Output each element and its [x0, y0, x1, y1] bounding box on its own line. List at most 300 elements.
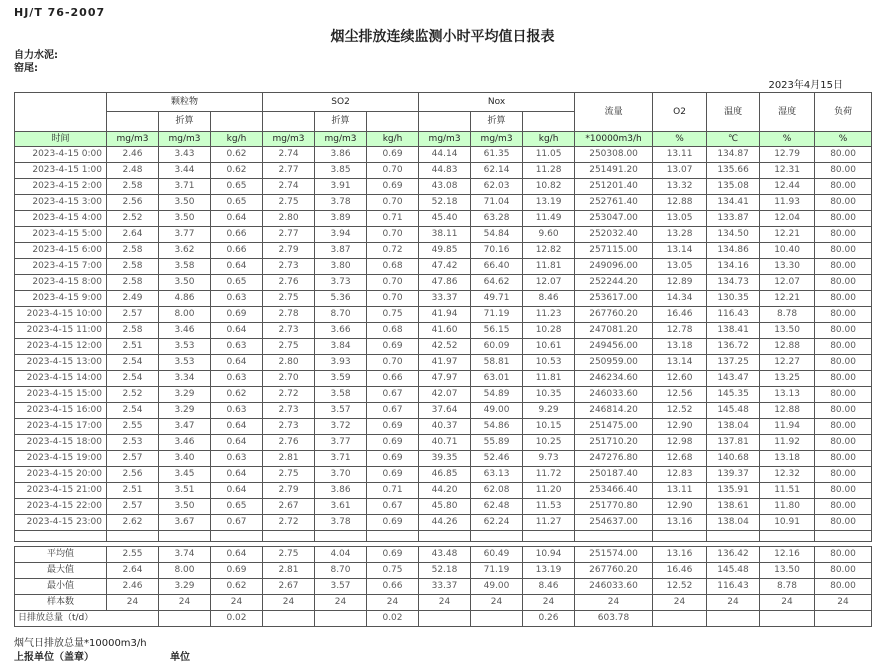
summary-value-cell: 116.43 — [707, 579, 760, 595]
value-cell: 62.48 — [471, 499, 523, 515]
value-cell: 3.34 — [159, 371, 211, 387]
time-cell: 2023-4-15 11:00 — [15, 323, 107, 339]
value-cell: 0.68 — [367, 259, 419, 275]
value-cell: 2.78 — [263, 307, 315, 323]
summary-value-cell: 24 — [760, 595, 815, 611]
daily-total-value-cell — [653, 611, 707, 627]
unit-cell: % — [653, 132, 707, 147]
daily-total-value-cell — [760, 611, 815, 627]
value-cell: 137.81 — [707, 435, 760, 451]
unit-cell: mg/m3 — [419, 132, 471, 147]
value-cell: 0.62 — [211, 147, 263, 163]
value-cell: 3.77 — [315, 435, 367, 451]
table-row — [15, 211, 872, 227]
value-cell: 44.83 — [419, 163, 471, 179]
value-cell: 0.66 — [367, 371, 419, 387]
empty-cell — [315, 531, 367, 542]
value-cell: 0.62 — [211, 387, 263, 403]
summary-value-cell: 2.81 — [263, 563, 315, 579]
summary-value-cell: 0.69 — [367, 547, 419, 563]
time-column-header: 时间 — [15, 132, 107, 147]
value-cell: 12.83 — [653, 467, 707, 483]
summary-value-cell: 136.42 — [707, 547, 760, 563]
value-cell: 12.27 — [760, 355, 815, 371]
value-cell: 13.50 — [760, 323, 815, 339]
value-cell: 3.50 — [159, 499, 211, 515]
unit-cell: ℃ — [707, 132, 760, 147]
value-cell: 70.16 — [471, 243, 523, 259]
summary-value-cell: 8.46 — [523, 579, 575, 595]
value-cell: 62.24 — [471, 515, 523, 531]
value-cell: 2.58 — [107, 275, 159, 291]
table-row — [15, 147, 872, 163]
summary-value-cell: 2.75 — [263, 547, 315, 563]
summary-value-cell: 60.49 — [471, 547, 523, 563]
value-cell: 3.85 — [315, 163, 367, 179]
time-cell: 2023-4-15 7:00 — [15, 259, 107, 275]
value-cell: 12.88 — [760, 339, 815, 355]
value-cell: 145.48 — [707, 403, 760, 419]
value-cell: 0.63 — [211, 451, 263, 467]
value-cell: 12.56 — [653, 387, 707, 403]
table-row — [15, 307, 872, 323]
value-cell: 11.49 — [523, 211, 575, 227]
time-cell: 2023-4-15 6:00 — [15, 243, 107, 259]
value-cell: 3.45 — [159, 467, 211, 483]
value-cell: 137.25 — [707, 355, 760, 371]
summary-value-cell: 145.48 — [707, 563, 760, 579]
value-cell: 3.67 — [159, 515, 211, 531]
table-row — [15, 291, 872, 307]
value-cell: 3.91 — [315, 179, 367, 195]
empty-cell — [211, 531, 263, 542]
empty-cell — [575, 531, 653, 542]
summary-row — [15, 547, 872, 563]
value-cell: 249096.00 — [575, 259, 653, 275]
summary-value-cell: 3.29 — [159, 579, 211, 595]
value-cell: 0.64 — [211, 419, 263, 435]
summary-value-cell: 24 — [419, 595, 471, 611]
value-cell: 2.73 — [263, 403, 315, 419]
summary-value-cell: 24 — [575, 595, 653, 611]
value-cell: 3.93 — [315, 355, 367, 371]
summary-value-cell: 0.62 — [211, 579, 263, 595]
value-cell: 0.68 — [367, 323, 419, 339]
value-cell: 80.00 — [815, 211, 872, 227]
value-cell: 2.75 — [263, 467, 315, 483]
value-cell: 43.08 — [419, 179, 471, 195]
value-cell: 134.50 — [707, 227, 760, 243]
unit-cell: mg/m3 — [315, 132, 367, 147]
daily-total-value-cell: 0.02 — [367, 611, 419, 627]
summary-table — [14, 546, 872, 627]
summary-value-cell: 49.00 — [471, 579, 523, 595]
summary-value-cell: 8.00 — [159, 563, 211, 579]
daily-total-value-cell — [159, 611, 211, 627]
value-cell: 12.90 — [653, 419, 707, 435]
daily-total-value-cell — [707, 611, 760, 627]
table-row — [15, 515, 872, 531]
value-cell: 42.52 — [419, 339, 471, 355]
value-cell: 133.87 — [707, 211, 760, 227]
value-cell: 3.78 — [315, 195, 367, 211]
value-cell: 80.00 — [815, 179, 872, 195]
value-cell: 247276.80 — [575, 451, 653, 467]
summary-label-cell: 最小值 — [15, 579, 107, 595]
time-cell: 2023-4-15 1:00 — [15, 163, 107, 179]
summary-value-cell: 13.16 — [653, 547, 707, 563]
value-cell: 12.82 — [523, 243, 575, 259]
value-cell: 13.11 — [653, 483, 707, 499]
time-cell: 2023-4-15 23:00 — [15, 515, 107, 531]
value-cell: 251201.40 — [575, 179, 653, 195]
unit-cell: kg/h — [523, 132, 575, 147]
value-cell: 3.84 — [315, 339, 367, 355]
summary-label-cell: 最大值 — [15, 563, 107, 579]
value-cell: 10.35 — [523, 387, 575, 403]
value-cell: 5.36 — [315, 291, 367, 307]
value-cell: 3.94 — [315, 227, 367, 243]
value-cell: 11.80 — [760, 499, 815, 515]
value-cell: 135.08 — [707, 179, 760, 195]
value-cell: 2.79 — [263, 243, 315, 259]
value-cell: 3.89 — [315, 211, 367, 227]
standard-number: HJ/T 76-2007 — [14, 6, 106, 19]
value-cell: 0.69 — [367, 451, 419, 467]
value-cell: 11.81 — [523, 259, 575, 275]
time-cell: 2023-4-15 18:00 — [15, 435, 107, 451]
value-cell: 11.93 — [760, 195, 815, 211]
summary-value-cell: 10.94 — [523, 547, 575, 563]
value-cell: 47.86 — [419, 275, 471, 291]
daily-total-value-cell — [815, 611, 872, 627]
flue-gas-total-note: 烟气日排放总量*10000m3/h — [14, 638, 147, 649]
value-cell: 3.53 — [159, 339, 211, 355]
summary-value-cell: 24 — [367, 595, 419, 611]
value-cell: 3.50 — [159, 195, 211, 211]
summary-value-cell: 251574.00 — [575, 547, 653, 563]
summary-label-cell: 样本数 — [15, 595, 107, 611]
empty-cell — [653, 531, 707, 542]
value-cell: 11.92 — [760, 435, 815, 451]
value-cell: 11.94 — [760, 419, 815, 435]
value-cell: 10.53 — [523, 355, 575, 371]
value-cell: 2.58 — [107, 259, 159, 275]
value-cell: 56.15 — [471, 323, 523, 339]
value-cell: 2.72 — [263, 515, 315, 531]
value-cell: 80.00 — [815, 323, 872, 339]
value-cell: 3.57 — [315, 403, 367, 419]
summary-value-cell: 24 — [653, 595, 707, 611]
value-cell: 13.30 — [760, 259, 815, 275]
value-cell: 249456.00 — [575, 339, 653, 355]
value-cell: 14.34 — [653, 291, 707, 307]
unit-cell: mg/m3 — [471, 132, 523, 147]
pm-conversion-header: 折算 — [159, 112, 211, 132]
time-cell: 2023-4-15 19:00 — [15, 451, 107, 467]
value-cell: 2.57 — [107, 451, 159, 467]
value-cell: 11.27 — [523, 515, 575, 531]
value-cell: 0.75 — [367, 307, 419, 323]
value-cell: 10.15 — [523, 419, 575, 435]
value-cell: 0.64 — [211, 211, 263, 227]
value-cell: 3.77 — [159, 227, 211, 243]
value-cell: 252032.40 — [575, 227, 653, 243]
o2-header: O2 — [653, 93, 707, 132]
value-cell: 80.00 — [815, 291, 872, 307]
value-cell: 2.64 — [107, 227, 159, 243]
empty-cell — [471, 531, 523, 542]
value-cell: 3.51 — [159, 483, 211, 499]
value-cell: 62.08 — [471, 483, 523, 499]
value-cell: 80.00 — [815, 451, 872, 467]
unit-cell: mg/m3 — [263, 132, 315, 147]
value-cell: 0.71 — [367, 211, 419, 227]
summary-value-cell: 80.00 — [815, 579, 872, 595]
value-cell: 3.58 — [315, 387, 367, 403]
value-cell: 71.04 — [471, 195, 523, 211]
value-cell: 47.97 — [419, 371, 471, 387]
value-cell: 2.46 — [107, 147, 159, 163]
value-cell: 0.69 — [367, 147, 419, 163]
value-cell: 3.86 — [315, 147, 367, 163]
value-cell: 2.53 — [107, 435, 159, 451]
value-cell: 9.29 — [523, 403, 575, 419]
value-cell: 2.52 — [107, 211, 159, 227]
daily-total-value-cell: 0.02 — [211, 611, 263, 627]
value-cell: 13.05 — [653, 211, 707, 227]
summary-value-cell: 12.52 — [653, 579, 707, 595]
value-cell: 0.70 — [367, 163, 419, 179]
value-cell: 253047.00 — [575, 211, 653, 227]
value-cell: 0.71 — [367, 483, 419, 499]
value-cell: 71.19 — [471, 307, 523, 323]
table-row — [15, 339, 872, 355]
value-cell: 13.19 — [523, 195, 575, 211]
value-cell: 13.05 — [653, 259, 707, 275]
value-cell: 252761.40 — [575, 195, 653, 211]
pm-group-header: 颗粒物 — [107, 93, 263, 112]
summary-value-cell: 246033.60 — [575, 579, 653, 595]
value-cell: 11.05 — [523, 147, 575, 163]
value-cell: 80.00 — [815, 467, 872, 483]
value-cell: 0.64 — [211, 323, 263, 339]
value-cell: 3.71 — [315, 451, 367, 467]
value-cell: 80.00 — [815, 339, 872, 355]
value-cell: 13.18 — [760, 451, 815, 467]
empty-cell — [419, 531, 471, 542]
value-cell: 54.84 — [471, 227, 523, 243]
summary-value-cell: 3.74 — [159, 547, 211, 563]
time-cell: 2023-4-15 2:00 — [15, 179, 107, 195]
value-cell: 134.73 — [707, 275, 760, 291]
summary-value-cell: 24 — [211, 595, 263, 611]
value-cell: 0.72 — [367, 243, 419, 259]
value-cell: 0.69 — [367, 339, 419, 355]
page-title: 烟尘排放连续监测小时平均值日报表 — [330, 29, 555, 45]
value-cell: 246033.60 — [575, 387, 653, 403]
value-cell: 3.71 — [159, 179, 211, 195]
value-cell: 9.60 — [523, 227, 575, 243]
daily-total-value-cell: 0.26 — [523, 611, 575, 627]
value-cell: 0.63 — [211, 403, 263, 419]
value-cell: 0.64 — [211, 467, 263, 483]
value-cell: 251770.80 — [575, 499, 653, 515]
time-cell: 2023-4-15 0:00 — [15, 147, 107, 163]
value-cell: 3.78 — [315, 515, 367, 531]
report-unit-label: 上报单位（盖章） — [14, 652, 94, 663]
blank-subheader — [419, 112, 471, 132]
value-cell: 0.67 — [367, 499, 419, 515]
nox-group-header: Nox — [419, 93, 575, 112]
value-cell: 0.64 — [211, 259, 263, 275]
table-row — [15, 179, 872, 195]
empty-cell — [15, 531, 107, 542]
value-cell: 41.94 — [419, 307, 471, 323]
value-cell: 246234.60 — [575, 371, 653, 387]
value-cell: 251491.20 — [575, 163, 653, 179]
value-cell: 44.26 — [419, 515, 471, 531]
value-cell: 0.63 — [211, 291, 263, 307]
value-cell: 3.58 — [159, 259, 211, 275]
value-cell: 0.67 — [367, 387, 419, 403]
value-cell: 2.48 — [107, 163, 159, 179]
value-cell: 0.65 — [211, 195, 263, 211]
value-cell: 45.80 — [419, 499, 471, 515]
value-cell: 0.69 — [367, 419, 419, 435]
value-cell: 80.00 — [815, 403, 872, 419]
value-cell: 13.18 — [653, 339, 707, 355]
table-row — [15, 195, 872, 211]
value-cell: 3.87 — [315, 243, 367, 259]
table-row — [15, 163, 872, 179]
value-cell: 4.86 — [159, 291, 211, 307]
value-cell: 12.52 — [653, 403, 707, 419]
value-cell: 8.78 — [760, 307, 815, 323]
summary-value-cell: 16.46 — [653, 563, 707, 579]
unit-cell: kg/h — [367, 132, 419, 147]
value-cell: 2.54 — [107, 403, 159, 419]
value-cell: 2.75 — [263, 291, 315, 307]
empty-cell — [707, 531, 760, 542]
value-cell: 253466.40 — [575, 483, 653, 499]
value-cell: 13.25 — [760, 371, 815, 387]
unit-label: 单位 — [170, 652, 190, 663]
value-cell: 0.64 — [211, 435, 263, 451]
header-group-row — [15, 93, 872, 112]
value-cell: 246814.20 — [575, 403, 653, 419]
value-cell: 2.80 — [263, 211, 315, 227]
time-cell: 2023-4-15 14:00 — [15, 371, 107, 387]
summary-value-cell: 0.75 — [367, 563, 419, 579]
value-cell: 136.72 — [707, 339, 760, 355]
blank-subheader — [367, 112, 419, 132]
value-cell: 12.88 — [760, 403, 815, 419]
summary-value-cell: 80.00 — [815, 563, 872, 579]
summary-value-cell: 8.70 — [315, 563, 367, 579]
value-cell: 2.75 — [263, 339, 315, 355]
value-cell: 40.71 — [419, 435, 471, 451]
value-cell: 250308.00 — [575, 147, 653, 163]
value-cell: 3.61 — [315, 499, 367, 515]
value-cell: 0.69 — [367, 179, 419, 195]
time-cell: 2023-4-15 10:00 — [15, 307, 107, 323]
flow-header: 流量 — [575, 93, 653, 132]
table-row — [15, 499, 872, 515]
value-cell: 3.46 — [159, 435, 211, 451]
value-cell: 0.65 — [211, 179, 263, 195]
value-cell: 0.70 — [367, 275, 419, 291]
value-cell: 39.35 — [419, 451, 471, 467]
value-cell: 12.31 — [760, 163, 815, 179]
summary-value-cell: 24 — [107, 595, 159, 611]
value-cell: 8.46 — [523, 291, 575, 307]
value-cell: 66.40 — [471, 259, 523, 275]
value-cell: 2.54 — [107, 371, 159, 387]
value-cell: 13.13 — [760, 387, 815, 403]
value-cell: 252244.20 — [575, 275, 653, 291]
value-cell: 2.67 — [263, 499, 315, 515]
summary-value-cell: 3.57 — [315, 579, 367, 595]
daily-total-value-cell — [471, 611, 523, 627]
value-cell: 12.07 — [523, 275, 575, 291]
value-cell: 13.16 — [653, 515, 707, 531]
table-row — [15, 355, 872, 371]
value-cell: 12.21 — [760, 291, 815, 307]
value-cell: 80.00 — [815, 307, 872, 323]
value-cell: 62.03 — [471, 179, 523, 195]
summary-value-cell: 267760.20 — [575, 563, 653, 579]
daily-total-value-cell — [263, 611, 315, 627]
value-cell: 11.72 — [523, 467, 575, 483]
value-cell: 2.51 — [107, 339, 159, 355]
value-cell: 139.37 — [707, 467, 760, 483]
temp-header: 温度 — [707, 93, 760, 132]
value-cell: 0.66 — [211, 227, 263, 243]
summary-value-cell: 8.78 — [760, 579, 815, 595]
value-cell: 253617.00 — [575, 291, 653, 307]
value-cell: 0.64 — [211, 483, 263, 499]
time-cell: 2023-4-15 22:00 — [15, 499, 107, 515]
value-cell: 63.13 — [471, 467, 523, 483]
value-cell: 49.00 — [471, 403, 523, 419]
value-cell: 134.86 — [707, 243, 760, 259]
value-cell: 2.70 — [263, 371, 315, 387]
time-cell: 2023-4-15 20:00 — [15, 467, 107, 483]
summary-value-cell: 43.48 — [419, 547, 471, 563]
summary-value-cell: 2.67 — [263, 579, 315, 595]
value-cell: 2.77 — [263, 163, 315, 179]
value-cell: 13.14 — [653, 243, 707, 259]
value-cell: 138.41 — [707, 323, 760, 339]
unit-cell: mg/m3 — [107, 132, 159, 147]
summary-value-cell: 71.19 — [471, 563, 523, 579]
value-cell: 16.46 — [653, 307, 707, 323]
value-cell: 10.28 — [523, 323, 575, 339]
value-cell: 2.58 — [107, 179, 159, 195]
value-cell: 10.25 — [523, 435, 575, 451]
value-cell: 52.46 — [471, 451, 523, 467]
value-cell: 52.18 — [419, 195, 471, 211]
unit-cell: mg/m3 — [159, 132, 211, 147]
value-cell: 250187.40 — [575, 467, 653, 483]
value-cell: 250959.00 — [575, 355, 653, 371]
value-cell: 3.50 — [159, 275, 211, 291]
so2-group-header: SO2 — [263, 93, 419, 112]
value-cell: 3.53 — [159, 355, 211, 371]
summary-label-cell: 平均值 — [15, 547, 107, 563]
value-cell: 54.89 — [471, 387, 523, 403]
